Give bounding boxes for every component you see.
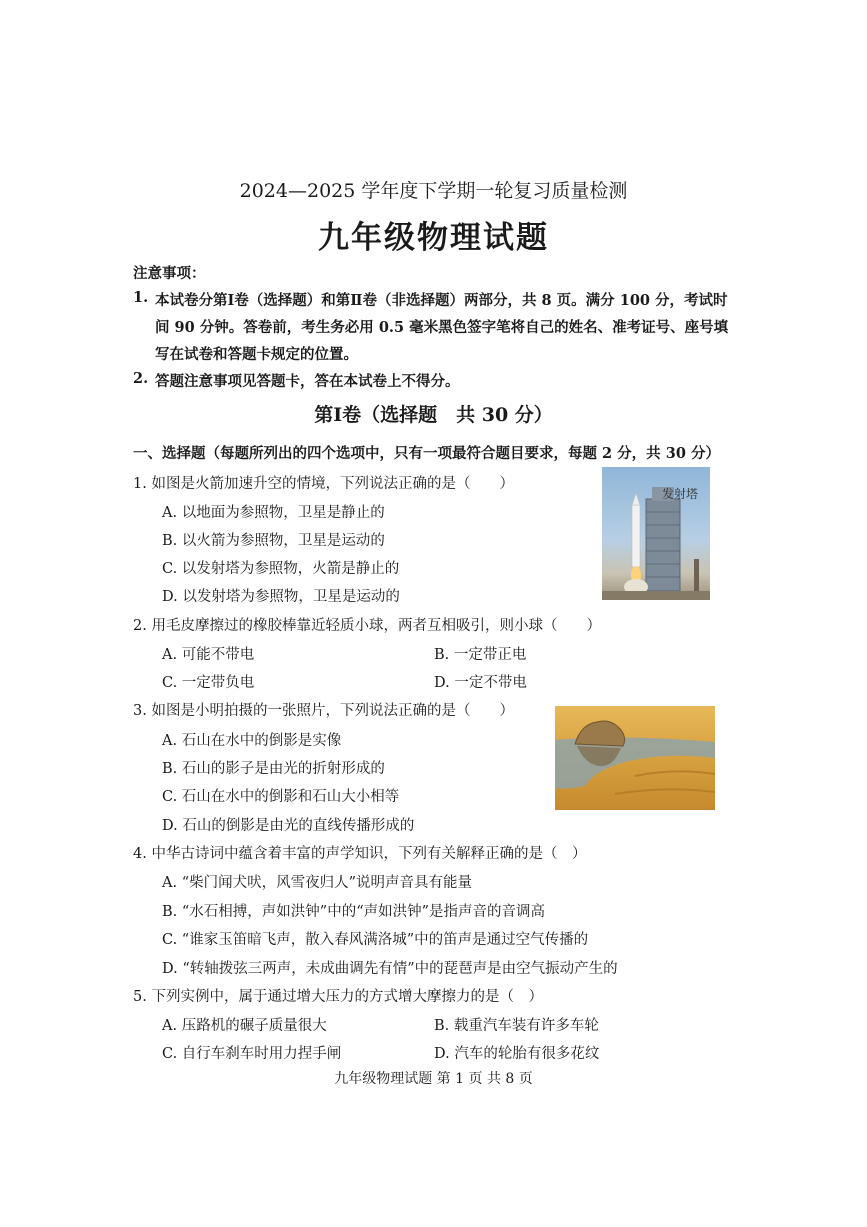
question-4-option-d: D. “转轴拨弦三两声，未成曲调先有情”中的琵琶声是由空气振动产生的 bbox=[162, 961, 618, 977]
question-2-option-b: B. 一定带正电 bbox=[434, 647, 527, 663]
question-1-option-d: D. 以发射塔为参照物，卫星是运动的 bbox=[162, 589, 400, 605]
note-1-number: 1. bbox=[133, 289, 149, 306]
question-2-option-a: A. 可能不带电 bbox=[162, 647, 255, 663]
section-title: 第Ⅰ卷（选择题 共 30 分） bbox=[314, 404, 553, 426]
note-1-line-3: 写在试卷和答题卡规定的位置。 bbox=[155, 346, 358, 363]
exam-title: 九年级物理试题 bbox=[318, 220, 549, 256]
question-1-option-c: C. 以发射塔为参照物，火箭是静止的 bbox=[162, 561, 400, 577]
question-2-stem: 2. 用毛皮摩擦过的橡胶棒靠近轻质小球，两者互相吸引，则小球（ ） bbox=[133, 618, 601, 634]
question-4-option-a: A. “柴门闻犬吠，风雪夜归人”说明声音具有能量 bbox=[162, 875, 473, 891]
question-5-option-c: C. 自行车刹车时用力捏手闸 bbox=[162, 1046, 342, 1062]
question-1-stem: 1. 如图是火箭加速升空的情境，下列说法正确的是（ ） bbox=[133, 476, 514, 492]
question-2-option-c: C. 一定带负电 bbox=[162, 675, 255, 691]
question-1-option-b: B. 以火箭为参照物，卫星是运动的 bbox=[162, 533, 385, 549]
question-5-stem: 5. 下列实例中，属于通过增大压力的方式增大摩擦力的是（ ） bbox=[133, 989, 543, 1005]
launch-tower-label: 发射塔 bbox=[662, 487, 699, 501]
note-2-line-1: 答题注意事项见答题卡，答在本试卷上不得分。 bbox=[155, 373, 460, 390]
question-5-option-a: A. 压路机的碾子质量很大 bbox=[162, 1018, 327, 1034]
question-3-option-b: B. 石山的影子是由光的折射形成的 bbox=[162, 761, 385, 777]
question-3-stem: 3. 如图是小明拍摄的一张照片，下列说法正确的是（ ） bbox=[133, 703, 514, 719]
part-heading: 一、选择题（每题所列出的四个选项中，只有一项最符合题目要求，每题 2 分，共 30 分） bbox=[133, 445, 720, 462]
question-3-option-c: C. 石山在水中的倒影和石山大小相等 bbox=[162, 789, 400, 805]
rock-reflection-illustration bbox=[555, 706, 715, 810]
note-1-line-2: 间 90 分钟。答卷前，考生务必用 0.5 毫米黑色签字笔将自己的姓名、准考证号、座号填 bbox=[155, 319, 729, 336]
question-5-option-b: B. 载重汽车装有许多车轮 bbox=[434, 1018, 599, 1034]
question-5-option-d: D. 汽车的轮胎有很多花纹 bbox=[434, 1046, 600, 1062]
page-footer: 九年级物理试题 第 1 页 共 8 页 bbox=[334, 1071, 533, 1087]
desert-rock-photo bbox=[555, 706, 715, 810]
exam-subtitle: 2024—2025 学年度下学期一轮复习质量检测 bbox=[239, 180, 628, 202]
notes-heading: 注意事项： bbox=[133, 265, 206, 282]
note-2-number: 2. bbox=[133, 370, 149, 387]
question-3-option-a: A. 石山在水中的倒影是实像 bbox=[162, 733, 342, 749]
note-1-line-1: 本试卷分第Ⅰ卷（选择题）和第Ⅱ卷（非选择题）两部分，共 8 页。满分 100 分，考试时 bbox=[155, 292, 728, 309]
rocket-launch-photo bbox=[602, 467, 710, 600]
question-4-option-c: C. “谁家玉笛暗飞声，散入春风满洛城”中的笛声是通过空气传播的 bbox=[162, 932, 589, 948]
question-4-stem: 4. 中华古诗词中蕴含着丰富的声学知识，下列有关解释正确的是（ ） bbox=[133, 846, 587, 862]
question-3-option-d: D. 石山的倒影是由光的直线传播形成的 bbox=[162, 818, 415, 834]
question-4-option-b: B. “水石相搏，声如洪钟”中的“声如洪钟”是指声音的音调高 bbox=[162, 904, 546, 920]
question-2-option-d: D. 一定不带电 bbox=[434, 675, 527, 691]
question-1-option-a: A. 以地面为参照物，卫星是静止的 bbox=[162, 505, 385, 521]
